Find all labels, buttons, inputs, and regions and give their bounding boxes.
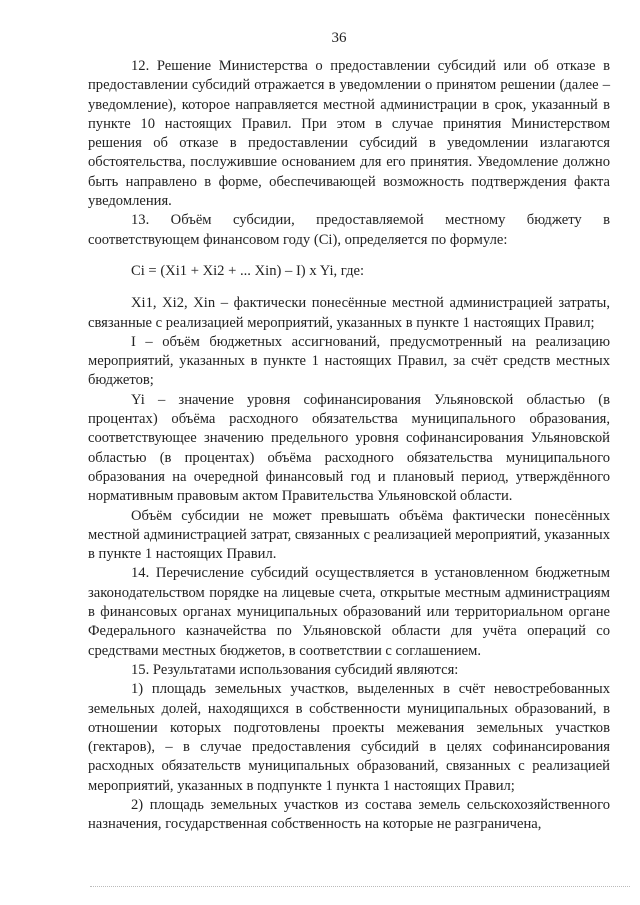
definition-yi: Yi – значение уровня софинансирования Ульяновской областью (в процентах) объёма расходного обязательства муниципального образования, соответствующее значению предельного уровня софинансирования Ульяновской областью (в процентах) объёма расходного обязательства муниципального образования на очередной финансовый год и плановый период, утверждённого нормативным правовым актом Правительства Ульяновской области.: [88, 391, 610, 505]
definition-xi: Xi1, Xi2, Xin – фактически понесённые местной администрацией затраты, связанные с реализацией мероприятий, указанных в пункте 1 настоящих Правил;: [88, 295, 610, 331]
subsidy-formula: Ci = (Xi1 + Xi2 + ... Xin) – I) x Yi, где:: [131, 262, 365, 279]
paragraph-12: 12. Решение Министерства о предоставлении субсидий или об отказе в предоставлении субсидий отражается в уведомлении о принятом решении (далее – уведомление), которое направляется местной администрации в срок, указанный в пункте 10 настоящих Правил. При этом в случае принятия Министерством решения об отказе в предоставлении субсидий в уведомлении излагаются обстоятельства, послужившие основанием для его принятия. Уведомление должно быть направлено в форме, обеспечивающей возможность подтверждения факта уведомления.: [88, 58, 610, 210]
result-item-1: 1) площадь земельных участков, выделенных в счёт невостребованных земельных долей, находящихся в собственности муниципальных образований, в отношении которых подготовлены проекты межевания земельных участков (гектаров), – в случае предоставления субсидий в целях софинансирования расходных обязательств муниципальных образований, связанных с реализацией мероприятий, указанных в подпункте 1 пункта 1 настоящих Правил;: [88, 681, 610, 794]
paragraph-13: 13. Объём субсидии, предоставляемой местному бюджету в соответствующем финансовом году (Ci), определяется по формуле:: [88, 212, 610, 248]
subsidy-limit-paragraph: Объём субсидии не может превышать объёма фактически понесённых местной администрацией затрат, связанных с реализацией мероприятий, указанных в пункте 1 настоящих Правил.: [88, 507, 610, 563]
paragraph-14: 14. Перечисление субсидий осуществляется в установленном бюджетным законодательством порядке на лицевые счета, открытые местным администрациям в финансовых органах муниципальных образований или территориальном органе Федерального казначейства по Ульяновской области для учёта операций со средствами местных бюджетов, в соответствии с соглашением.: [88, 565, 610, 659]
page-number: 36: [331, 30, 347, 46]
paragraph-15: 15. Результатами использования субсидий являются:: [131, 661, 459, 678]
result-item-2: 2) площадь земельных участков из состава земель сельскохозяйственного назначения, государственная собственность на которые не разграничена,: [88, 796, 610, 833]
scan-artifact-line: [90, 885, 630, 887]
definition-i: I – объём бюджетных ассигнований, предусмотренный на реализацию мероприятий, указанных в пункте 1 настоящих Правил, за счёт средств местных бюджетов;: [88, 333, 610, 389]
